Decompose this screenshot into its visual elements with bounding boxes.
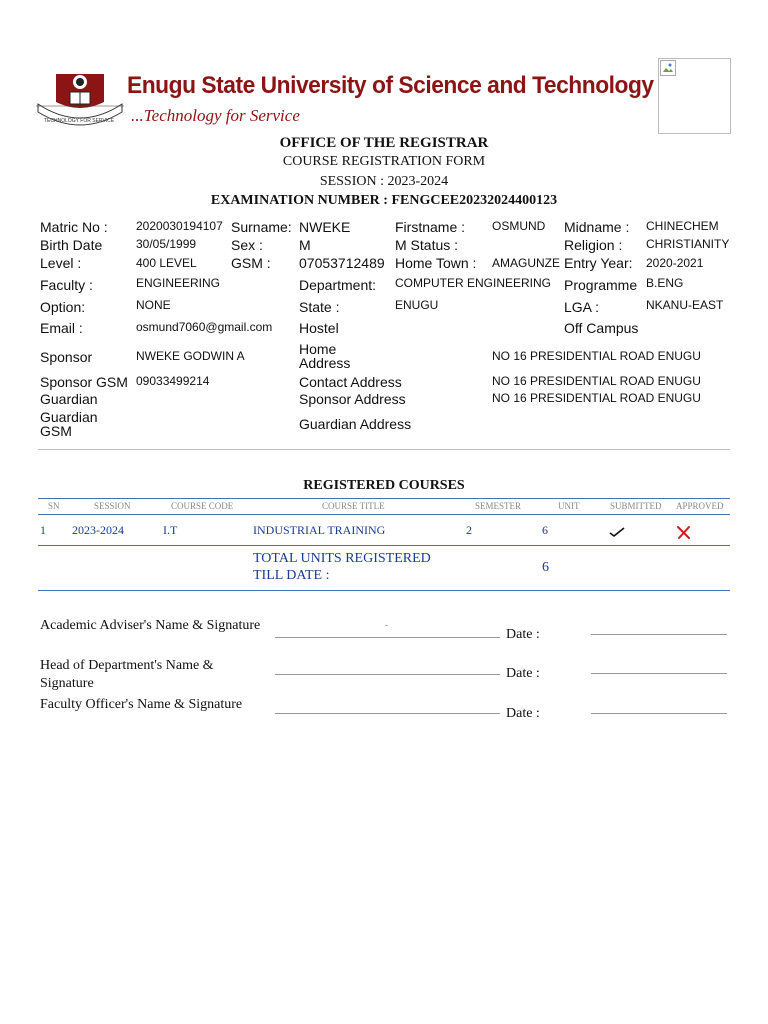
cell-semester: 2 <box>466 523 472 537</box>
col-header-approved: APPROVED <box>676 501 724 511</box>
label-department: Department: <box>299 277 377 293</box>
value-programme: B.ENG <box>646 276 684 290</box>
label-faculty: Faculty : <box>40 277 93 293</box>
hod-date-label: Date : <box>506 666 540 681</box>
label-lga: LGA : <box>564 299 600 315</box>
form-title: COURSE REGISTRATION FORM <box>282 154 486 169</box>
section-divider <box>38 449 730 450</box>
label-level: Level : <box>40 255 82 271</box>
adviser-date-line <box>591 634 727 635</box>
adviser-signature-mark: - <box>385 620 388 630</box>
value-department: COMPUTER ENGINEERING <box>395 276 552 290</box>
broken-image-icon <box>660 60 676 76</box>
label-entry: Entry Year: <box>564 255 633 271</box>
approved-cross-icon <box>676 525 691 545</box>
university-logo <box>34 62 126 132</box>
col-header-semester: SEMESTER <box>475 501 522 511</box>
value-gsm: 07053712489 <box>299 255 385 271</box>
value-birth: 30/05/1999 <box>136 237 197 251</box>
label-programme: Programme <box>564 277 638 293</box>
label-gsm: GSM : <box>231 255 271 271</box>
adviser-date-label: Date : <box>506 627 540 642</box>
cell-course-title: INDUSTRIAL TRAINING <box>253 523 386 537</box>
value-sponsor-gsm: 09033499214 <box>136 374 210 388</box>
hod-signature-line <box>275 674 500 675</box>
exam-number: EXAMINATION NUMBER : FENGCEE20232024400123 <box>210 193 558 208</box>
label-guardian-gsm: Guardian GSM <box>40 409 98 439</box>
value-entry: 2020-2021 <box>646 256 704 270</box>
label-offcampus: Off Campus <box>564 320 639 336</box>
label-midname: Midname : <box>564 219 630 235</box>
registered-courses-title: REGISTERED COURSES <box>303 478 465 493</box>
value-matric: 2020030194107 <box>136 219 223 233</box>
adviser-signature-line <box>275 637 500 638</box>
office-title: OFFICE OF THE REGISTRAR <box>279 135 489 151</box>
label-sponsor: Sponsor <box>40 349 93 365</box>
adviser-signature-label: Academic Adviser's Name & Signature <box>40 618 261 633</box>
value-sex: M <box>299 237 311 253</box>
label-state: State : <box>299 299 340 315</box>
value-email: osmund7060@gmail.com <box>136 320 273 334</box>
col-header-course-code: COURSE CODE <box>171 501 234 511</box>
label-matric: Matric No : <box>40 219 108 235</box>
table-header-rule <box>38 514 730 515</box>
faculty-officer-signature-label: Faculty Officer's Name & Signature <box>40 697 243 712</box>
label-birth: Birth Date <box>40 237 103 253</box>
value-sponsor: NWEKE GODWIN A <box>136 349 245 363</box>
faculty-officer-signature-line <box>275 713 500 714</box>
value-midname: CHINECHEM <box>646 219 719 233</box>
row-rule <box>38 545 730 546</box>
value-lga: NKANU-EAST <box>646 298 724 312</box>
label-firstname: Firstname : <box>395 219 466 235</box>
hod-signature-label: Head of Department's Name & Signature <box>40 658 214 691</box>
label-hometown: Home Town : <box>395 255 477 271</box>
value-firstname: OSMUND <box>492 219 546 233</box>
label-sponsor-gsm: Sponsor GSM <box>40 374 128 390</box>
label-religion: Religion : <box>564 237 623 253</box>
value-level: 400 LEVEL <box>136 256 197 270</box>
faculty-officer-date-line <box>591 713 727 714</box>
label-mstatus: M Status : <box>395 237 459 253</box>
col-header-sn: SN <box>48 501 60 511</box>
value-religion: CHRISTIANITY <box>646 237 730 251</box>
cell-sn: 1 <box>40 523 46 537</box>
university-name: Enugu State University of Science and Technology <box>127 72 654 99</box>
hod-date-line <box>591 673 727 674</box>
label-sponsor-address: Sponsor Address <box>299 391 406 407</box>
col-header-session: SESSION <box>94 501 131 511</box>
value-hometown: AMAGUNZE <box>492 256 561 270</box>
value-sponsor-address: NO 16 PRESIDENTIAL ROAD ENUGU <box>492 391 701 405</box>
value-surname: NWEKE <box>299 219 351 235</box>
value-contact-address: NO 16 PRESIDENTIAL ROAD ENUGU <box>492 374 701 388</box>
total-units-value: 6 <box>542 560 549 575</box>
label-hostel: Hostel <box>299 320 339 336</box>
value-faculty: ENGINEERING <box>136 276 221 290</box>
label-home-address: Home Address <box>299 341 351 371</box>
label-guardian: Guardian <box>40 391 98 407</box>
col-header-unit: UNIT <box>558 501 580 511</box>
faculty-officer-date-label: Date : <box>506 706 540 721</box>
cell-unit: 6 <box>542 523 548 537</box>
col-header-course-title: COURSE TITLE <box>322 501 385 511</box>
logo-text: TECHNOLOGY FOR SERVICE <box>44 118 115 124</box>
session-line: SESSION : 2023-2024 <box>319 174 449 189</box>
label-guardian-address: Guardian Address <box>299 416 412 432</box>
passport-photo <box>658 58 731 134</box>
table-top-rule <box>38 498 730 499</box>
label-contact-address: Contact Address <box>299 374 402 390</box>
value-option: NONE <box>136 298 171 312</box>
submitted-check-icon <box>609 525 625 543</box>
cell-course-code: I.T <box>163 523 178 537</box>
total-units-label: TOTAL UNITS REGISTERED TILL DATE : <box>253 551 431 583</box>
label-surname: Surname: <box>231 219 292 235</box>
university-motto: ...Technology for Service <box>131 106 300 125</box>
label-sex: Sex : <box>231 237 263 253</box>
label-option: Option: <box>40 299 86 315</box>
table-bottom-rule <box>38 590 730 591</box>
cell-session: 2023-2024 <box>72 523 124 537</box>
value-state: ENUGU <box>395 298 439 312</box>
label-email: Email : <box>40 320 83 336</box>
col-header-submitted: SUBMITTED <box>610 501 662 511</box>
value-home-address: NO 16 PRESIDENTIAL ROAD ENUGU <box>492 349 701 363</box>
